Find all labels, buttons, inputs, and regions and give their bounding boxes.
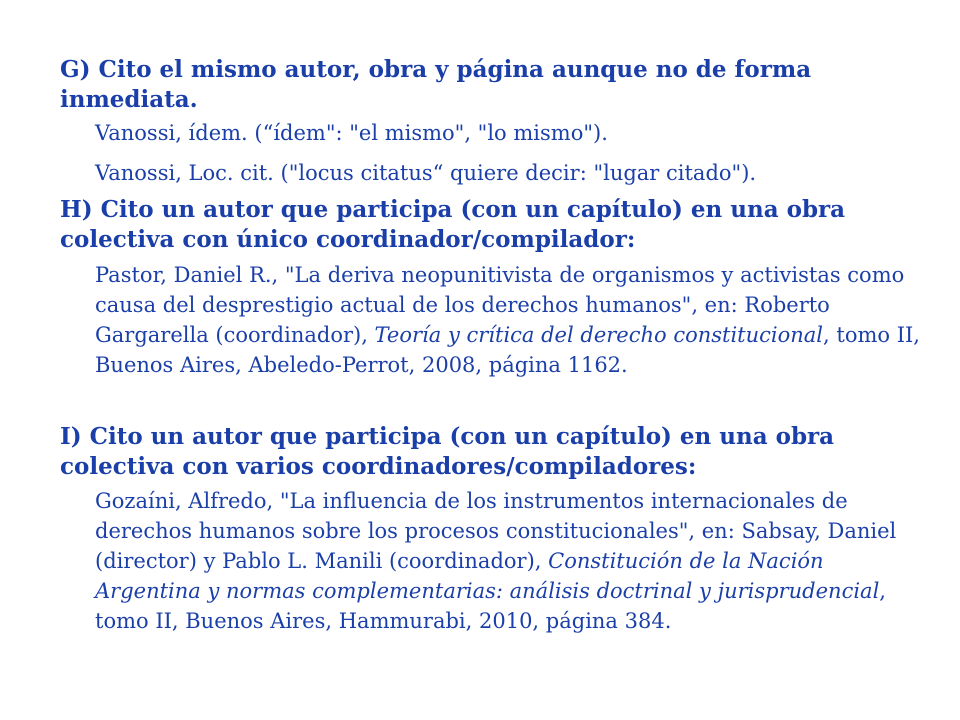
section-i-citation <box>95 486 925 636</box>
section-g-heading: G) Cito el mismo autor, obra y página aunque no de forma inmediata. <box>60 56 812 113</box>
section-i-book-title: Constitución de la Nación Argentina y normas complementarias: análisis doctrinal y jurisprudencial <box>95 549 880 603</box>
section-h-citation <box>95 260 925 380</box>
section-h-citation-text: Pastor, Daniel R., "La deriva neopunitivista de organismos y activistas como causa del desprestigio actual de los derechos humanos", en: Roberto Gargarella (coordinador), <box>95 263 905 347</box>
section-i-heading: I) Cito un autor que participa (con un capítulo) en una obra colectiva con varios coordinadores/compiladores: <box>60 423 835 480</box>
section-i-citation-tail: , tomo II, Buenos Aires, Hammurabi, 2010, página 384. <box>95 579 886 633</box>
section-h-book-title: Teoría y crítica del derecho constitucional <box>374 323 824 347</box>
section-i-citation-text: Gozaíni, Alfredo, "La influencia de los instrumentos internacionales de derechos humanos sobre los procesos constitucionales", en: Sabsay, Daniel (director) y Pablo L. Manili (coordinador), <box>95 489 897 573</box>
section-g-citation-1: Vanossi, ídem. (“ídem": "el mismo", "lo mismo"). <box>95 121 608 145</box>
section-h-citation-tail: , tomo II, Buenos Aires, Abeledo-Perrot, 2008, página 1162. <box>95 323 920 377</box>
section-g-citation-2: Vanossi, Loc. cit. ("locus citatus“ quiere decir: "lugar citado"). <box>95 161 757 185</box>
section-h-heading: H) Cito un autor que participa (con un capítulo) en una obra colectiva con único coordinador/compilador: <box>60 196 846 253</box>
